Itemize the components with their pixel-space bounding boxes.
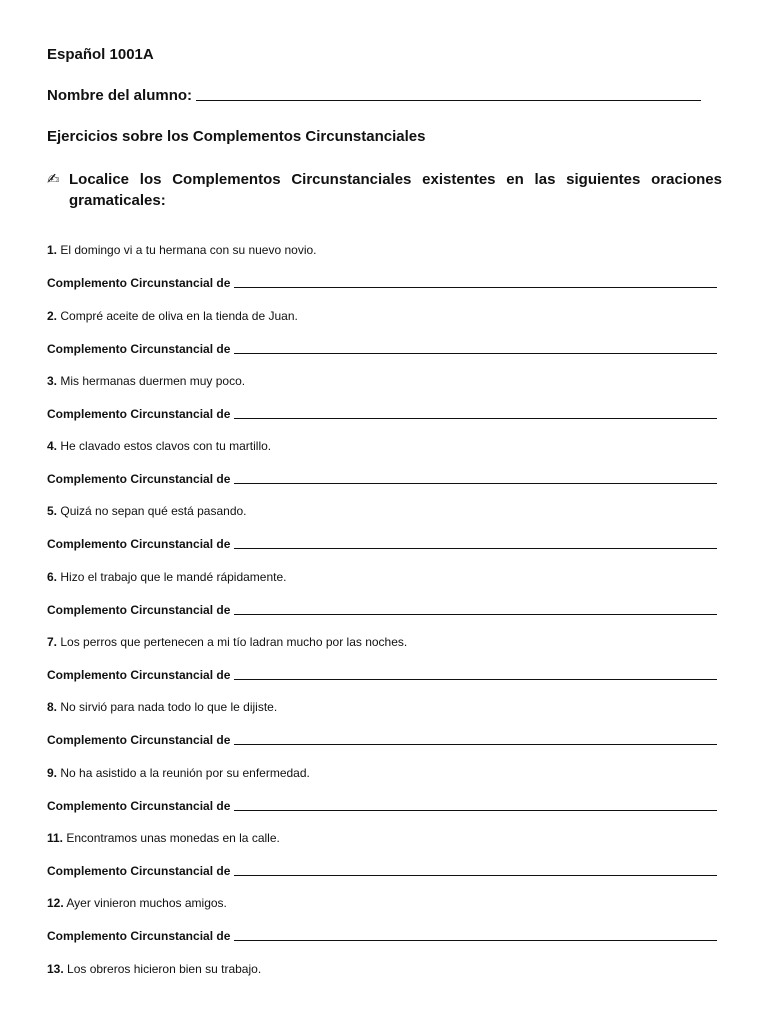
exercise-text: Compré aceite de oliva en la tienda de Juan. xyxy=(60,309,298,323)
answer-row xyxy=(47,796,717,816)
answer-label: Complemento Circunstancial de xyxy=(47,929,231,943)
answer-blank[interactable] xyxy=(234,483,717,484)
exercise-4 xyxy=(47,436,717,486)
exercise-text: Quizá no sepan qué está pasando. xyxy=(60,504,247,518)
exercise-number: 1. xyxy=(47,243,58,257)
student-name-row xyxy=(47,87,701,104)
exercise-6 xyxy=(47,567,717,617)
exercise-text: He clavado estos clavos con tu martillo. xyxy=(60,439,272,453)
answer-row xyxy=(47,926,717,946)
answer-row xyxy=(47,861,717,881)
exercise-2 xyxy=(47,306,717,356)
exercise-sentence xyxy=(47,697,717,717)
exercise-text: No sirvió para nada todo lo que le dijiste. xyxy=(60,700,278,714)
answer-row xyxy=(47,273,717,293)
answer-label: Complemento Circunstancial de xyxy=(47,733,231,747)
answer-row xyxy=(47,600,717,620)
exercise-sentence xyxy=(47,306,717,326)
answer-row xyxy=(47,665,717,685)
exercise-number: 8. xyxy=(47,700,58,714)
worksheet-title: Ejercicios sobre los Complementos Circunstanciales xyxy=(47,128,426,145)
exercise-sentence xyxy=(47,371,717,391)
exercise-7 xyxy=(47,632,717,682)
exercise-sentence xyxy=(47,501,717,521)
exercise-text: Los obreros hicieron bien su trabajo. xyxy=(67,962,262,976)
answer-label: Complemento Circunstancial de xyxy=(47,407,231,421)
answer-label: Complemento Circunstancial de xyxy=(47,342,231,356)
answer-row xyxy=(47,730,717,750)
exercise-text: Encontramos unas monedas en la calle. xyxy=(66,831,280,845)
exercise-number: 2. xyxy=(47,309,58,323)
instruction-text: Localice los Complementos Circunstanciales existentes en las siguientes oraciones gramaticales: xyxy=(69,171,722,209)
answer-label: Complemento Circunstancial de xyxy=(47,537,231,551)
exercise-9 xyxy=(47,763,717,813)
answer-label: Complemento Circunstancial de xyxy=(47,668,231,682)
answer-label: Complemento Circunstancial de xyxy=(47,472,231,486)
exercise-sentence xyxy=(47,632,717,652)
exercise-text: Los perros que pertenecen a mi tío ladran mucho por las noches. xyxy=(60,635,408,649)
answer-row xyxy=(47,339,717,359)
answer-blank[interactable] xyxy=(234,810,717,811)
answer-blank[interactable] xyxy=(234,418,717,419)
student-name-label: Nombre del alumno: xyxy=(47,87,193,104)
exercise-1 xyxy=(47,240,717,290)
exercise-number: 12. xyxy=(47,896,64,910)
exercise-number: 7. xyxy=(47,635,58,649)
instruction-block xyxy=(47,169,722,211)
answer-blank[interactable] xyxy=(234,287,717,288)
answer-row xyxy=(47,534,717,554)
answer-label: Complemento Circunstancial de xyxy=(47,603,231,617)
answer-blank[interactable] xyxy=(234,679,717,680)
answer-label: Complemento Circunstancial de xyxy=(47,799,231,813)
exercise-sentence xyxy=(47,959,717,979)
exercise-sentence xyxy=(47,240,717,260)
answer-row xyxy=(47,469,717,489)
exercise-number: 4. xyxy=(47,439,58,453)
answer-blank[interactable] xyxy=(234,353,717,354)
student-name-blank[interactable] xyxy=(196,100,701,101)
answer-blank[interactable] xyxy=(234,744,717,745)
answer-blank[interactable] xyxy=(234,940,717,941)
answer-blank[interactable] xyxy=(234,548,717,549)
exercise-number: 13. xyxy=(47,962,64,976)
answer-label: Complemento Circunstancial de xyxy=(47,276,231,290)
exercise-12 xyxy=(47,893,717,943)
exercise-sentence xyxy=(47,763,717,783)
exercise-8 xyxy=(47,697,717,747)
exercise-number: 6. xyxy=(47,570,58,584)
exercise-11 xyxy=(47,828,717,878)
exercise-number: 3. xyxy=(47,374,58,388)
exercise-text: Hizo el trabajo que le mandé rápidamente. xyxy=(60,570,287,584)
exercise-3 xyxy=(47,371,717,421)
exercise-sentence xyxy=(47,567,717,587)
course-title: Español 1001A xyxy=(47,46,154,63)
answer-row xyxy=(47,404,717,424)
answer-blank[interactable] xyxy=(234,875,717,876)
exercise-text: Ayer vinieron muchos amigos. xyxy=(66,896,227,910)
answer-label: Complemento Circunstancial de xyxy=(47,864,231,878)
exercise-13 xyxy=(47,959,717,979)
answer-blank[interactable] xyxy=(234,614,717,615)
exercise-text: No ha asistido a la reunión por su enfermedad. xyxy=(60,766,310,780)
exercise-text: Mis hermanas duermen muy poco. xyxy=(60,374,246,388)
exercise-sentence xyxy=(47,893,717,913)
exercise-text: El domingo vi a tu hermana con su nuevo novio. xyxy=(60,243,317,257)
exercise-number: 11. xyxy=(47,831,64,845)
exercise-5 xyxy=(47,501,717,551)
writing-hand-icon: ✍ xyxy=(47,171,60,188)
exercise-number: 5. xyxy=(47,504,58,518)
exercise-sentence xyxy=(47,436,717,456)
exercise-sentence xyxy=(47,828,717,848)
exercise-number: 9. xyxy=(47,766,58,780)
